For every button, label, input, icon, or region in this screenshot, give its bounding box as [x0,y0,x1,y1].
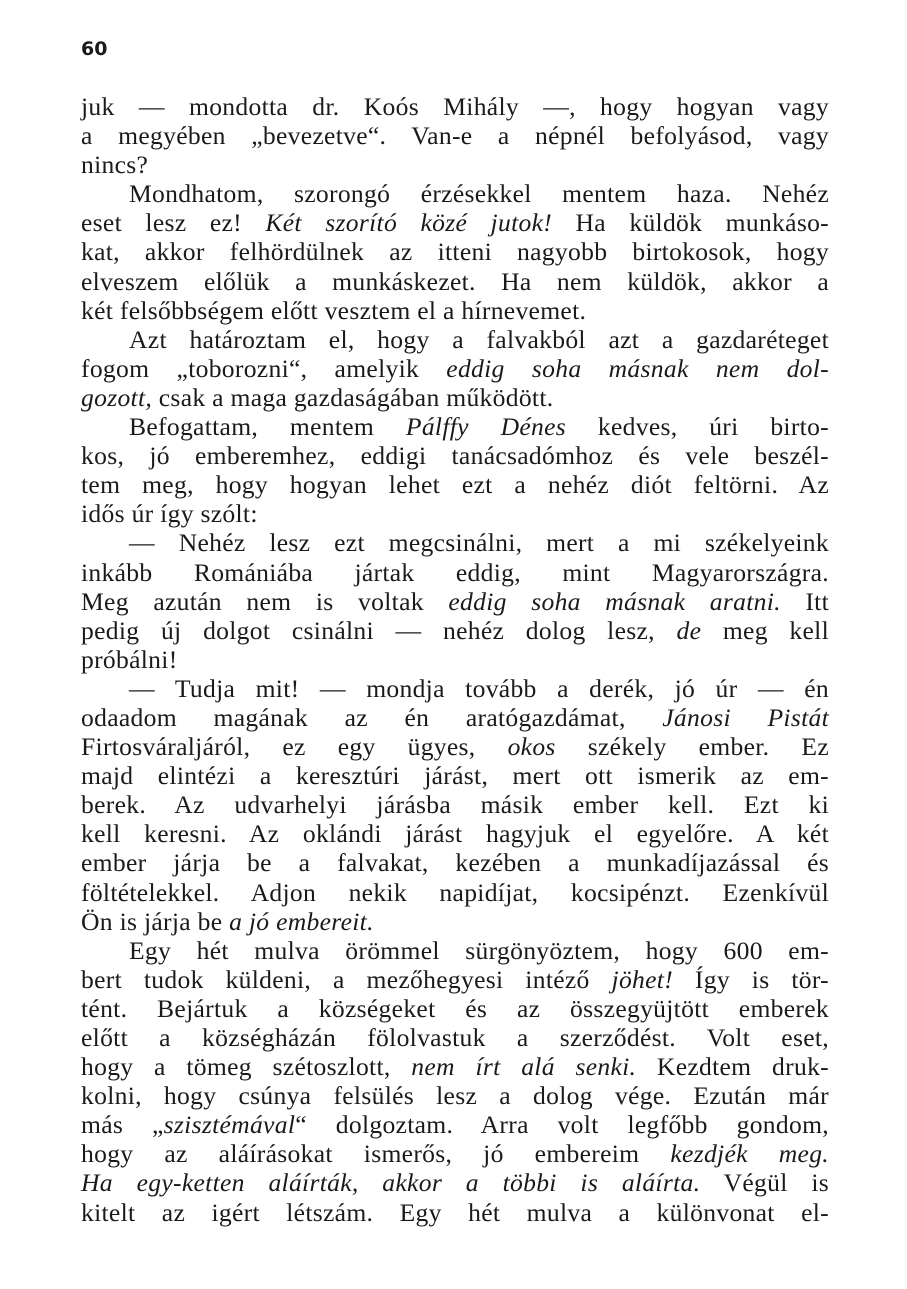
text-run: elveszem előlük a munkáskezet. Ha nem küldök, akkor a [81,266,829,296]
text-line [81,1110,829,1139]
italic-text: okos [507,732,556,762]
text-run: odaadom magának az én aratógazdámat, [81,702,663,732]
text-run: Végül is [700,1168,829,1198]
text-run: bert tudok küldeni, a mezőhegyesi intéző [81,964,612,994]
text-line [81,267,829,296]
text-run: csak a maga gazdaságában működött. [152,382,554,412]
text-line [81,965,829,994]
italic-text: Pálffy Dénes [405,412,567,442]
text-line [81,441,829,470]
text-line [81,470,829,499]
text-run: — Nehéz lesz ezt megcsinálni, mert a mi székelyeink [129,528,829,558]
text-run: idős úr így szólt: [81,499,258,529]
text-line [81,237,829,266]
italic-text: Jánosi Pistát [662,702,830,732]
text-run: Ön is járja be [81,906,230,936]
text-line [81,732,829,761]
text-run: fogom „toborozni“, amelyik [81,353,447,383]
text-line [81,1081,829,1110]
text-run: Mondhatom, szorongó érzésekkel mentem haza. Nehéz [129,179,829,209]
text-run: tem meg, hogy hogyan lehet ezt a nehéz diót feltörni. Az [81,470,829,500]
text-run: kedves, úri birto- [566,412,829,442]
text-line [81,528,829,557]
text-run: Kezdtem druk- [636,1052,829,1082]
italic-text: de [676,615,702,645]
text-line [81,296,829,325]
text-run: “ dolgoztam. Arra volt legfőbb gondom, [295,1110,829,1140]
italic-text: szisztémával [163,1110,296,1140]
text-line [81,499,829,528]
italic-text: eddig soha másnak aratni. [448,586,781,616]
text-line [81,790,829,819]
text-run: két felsőbbségem előtt vesztem el a hírnevemet. [81,295,587,325]
text-line [81,412,829,441]
text-run: más „ [81,1110,164,1140]
text-line [81,92,829,121]
text-line [81,179,829,208]
text-run: Így is tör- [673,964,829,994]
text-run: eset lesz ez! [81,208,266,238]
text-line [81,645,829,674]
text-line [81,558,829,587]
text-run: — Tudja mit! — mondja tovább a derék, jó úr — én [129,673,829,703]
text-run: juk — mondotta dr. Koós Mihály —, hogy hogyan vagy [81,92,829,121]
text-line [81,703,829,732]
italic-text: eddig soha másnak nem dol- [446,353,829,383]
text-run: föltételekkel. Adjon nekik napidíjat, kocsipénzt. Ezenkívül [81,877,829,907]
text-run: Egy hét mulva örömmel sürgönyöztem, hogy 600 em- [129,935,829,965]
page-number: 60 [81,38,108,60]
text-run: Ha küldök munkáso- [552,208,829,238]
text-run: Azt határoztam el, hogy a falvakból azt a gazdaréteget [129,324,829,354]
text-line [81,208,829,237]
text-run: székely ember. Ez [555,732,829,762]
body-text [81,92,829,1227]
text-line [81,1139,829,1168]
italic-text: gozott, [81,382,153,412]
text-run: majd elintézi a keresztúri járást, mert ott ismerik az em- [81,761,829,791]
text-run: a megyében „bevezetve“. Van-e a népnél befolyásod, vagy [81,121,829,151]
text-run: inkább Romániába jártak eddig, mint Magyarországra. [81,557,829,587]
text-line [81,878,829,907]
text-run: kitelt az igért létszám. Egy hét mulva a különvonat el- [81,1197,829,1227]
text-line [81,848,829,877]
text-run: Meg azután nem is voltak [81,586,449,616]
text-line [81,1198,829,1227]
italic-text: kezdjék meg. [670,1139,829,1169]
text-run: kell keresni. Az oklándi járást hagyjuk el egyelőre. A két [81,819,829,849]
text-line [81,674,829,703]
text-run: kat, akkor felhördülnek az itteni nagyobb birtokosok, hogy [81,237,829,267]
text-line [81,761,829,790]
text-run: meg kell [701,615,829,645]
text-run: pedig új dolgot csinálni — nehéz dolog lesz, [81,615,677,645]
italic-text: Ha egy-ketten aláírták, akkor a többi is aláírta. [81,1168,701,1198]
text-line [81,819,829,848]
text-run: hogy a tömeg szétoszlott, [81,1052,412,1082]
text-run: hogy az aláírásokat ismerős, jó embereim [81,1139,671,1169]
text-line [81,907,829,936]
text-line [81,1052,829,1081]
text-line [81,994,829,1023]
text-line [81,1023,829,1052]
italic-text: nem írt alá senki. [411,1052,637,1082]
text-run: kolni, hogy csúnya felsülés lesz a dolog vége. Ezután már [81,1081,829,1111]
text-run: Befogattam, mentem [129,412,406,442]
italic-text: jöhet! [611,964,674,994]
text-run: ember járja be a falvakat, kezében a munkadíjazással és [81,848,829,878]
italic-text: a jó embereit. [229,906,374,936]
text-line [81,383,829,412]
text-line [81,150,829,179]
text-run: Itt [780,586,829,616]
text-line [81,936,829,965]
text-line [81,121,829,150]
text-run: nincs? [81,150,149,180]
text-run: tént. Bejártuk a községeket és az összegyüjtött emberek [81,993,829,1023]
text-run: előtt a községházán fölolvastuk a szerződést. Volt eset, [81,1023,829,1052]
text-run: próbálni! [81,644,178,674]
italic-text: Két szorító közé jutok! [265,208,553,238]
text-run: berek. Az udvarhelyi járásba másik ember kell. Ezt ki [81,790,829,820]
text-line [81,354,829,383]
text-line [81,616,829,645]
text-line [81,325,829,354]
text-run: Firtosváraljáról, ez egy ügyes, [81,732,508,762]
text-line [81,587,829,616]
text-line [81,1168,829,1197]
text-run: kos, jó emberemhez, eddigi tanácsadómhoz és vele beszél- [81,441,829,471]
